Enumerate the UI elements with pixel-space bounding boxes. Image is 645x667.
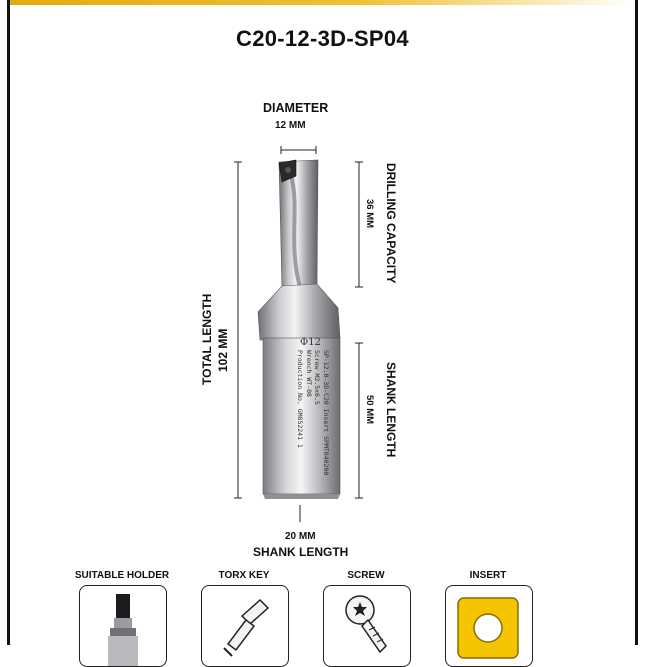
shank-length-dimension-line	[355, 343, 363, 498]
diameter-dimension-line	[281, 146, 316, 154]
shank-length-value: 50 MM	[364, 395, 375, 425]
torx-key-label: TORX KEY	[218, 570, 270, 581]
screw-label: SCREW	[347, 570, 385, 581]
insert-label: INSERT	[469, 570, 507, 581]
screw-card	[323, 585, 411, 667]
suitable-holder-card	[79, 585, 167, 667]
diameter-value: 12 MM	[275, 120, 306, 131]
torx-key-icon	[202, 586, 288, 666]
suitable-holder-label: SUITABLE HOLDER	[74, 570, 170, 581]
engraving-line-2: Screw M2.5x6.5	[313, 350, 322, 405]
product-title: C20-12-3D-SP04	[236, 26, 409, 51]
holder-icon	[80, 586, 166, 666]
screw-icon	[324, 586, 410, 666]
engraving-line-3: Wrench WT-08	[305, 350, 313, 397]
total-length-value: 102 MM	[216, 328, 230, 372]
shank-diameter-value: 20 MM	[285, 531, 316, 542]
total-length-label: TOTAL LENGTH	[200, 293, 214, 385]
drilling-capacity-value: 36 MM	[364, 199, 375, 229]
engraving-line-4: Production No. GM852241 1	[296, 350, 305, 448]
shank-diameter-label: SHANK LENGTH	[253, 545, 349, 559]
torx-key-card	[201, 585, 289, 667]
engraving-line-1: SP-12.0-3D-C20 Insert SPMT040200	[322, 350, 330, 476]
shank-length-label: SHANK LENGTH	[384, 362, 398, 458]
collar-diameter-mark: Φ12	[300, 337, 321, 348]
diameter-label: DIAMETER	[263, 101, 329, 115]
drilling-capacity-label: DRILLING CAPACITY	[384, 163, 398, 284]
total-length-dimension-line	[234, 162, 242, 498]
drilling-capacity-dimension-line	[355, 162, 363, 287]
insert-card	[445, 585, 533, 667]
insert-icon	[446, 586, 532, 666]
shank-engraving	[296, 350, 330, 475]
